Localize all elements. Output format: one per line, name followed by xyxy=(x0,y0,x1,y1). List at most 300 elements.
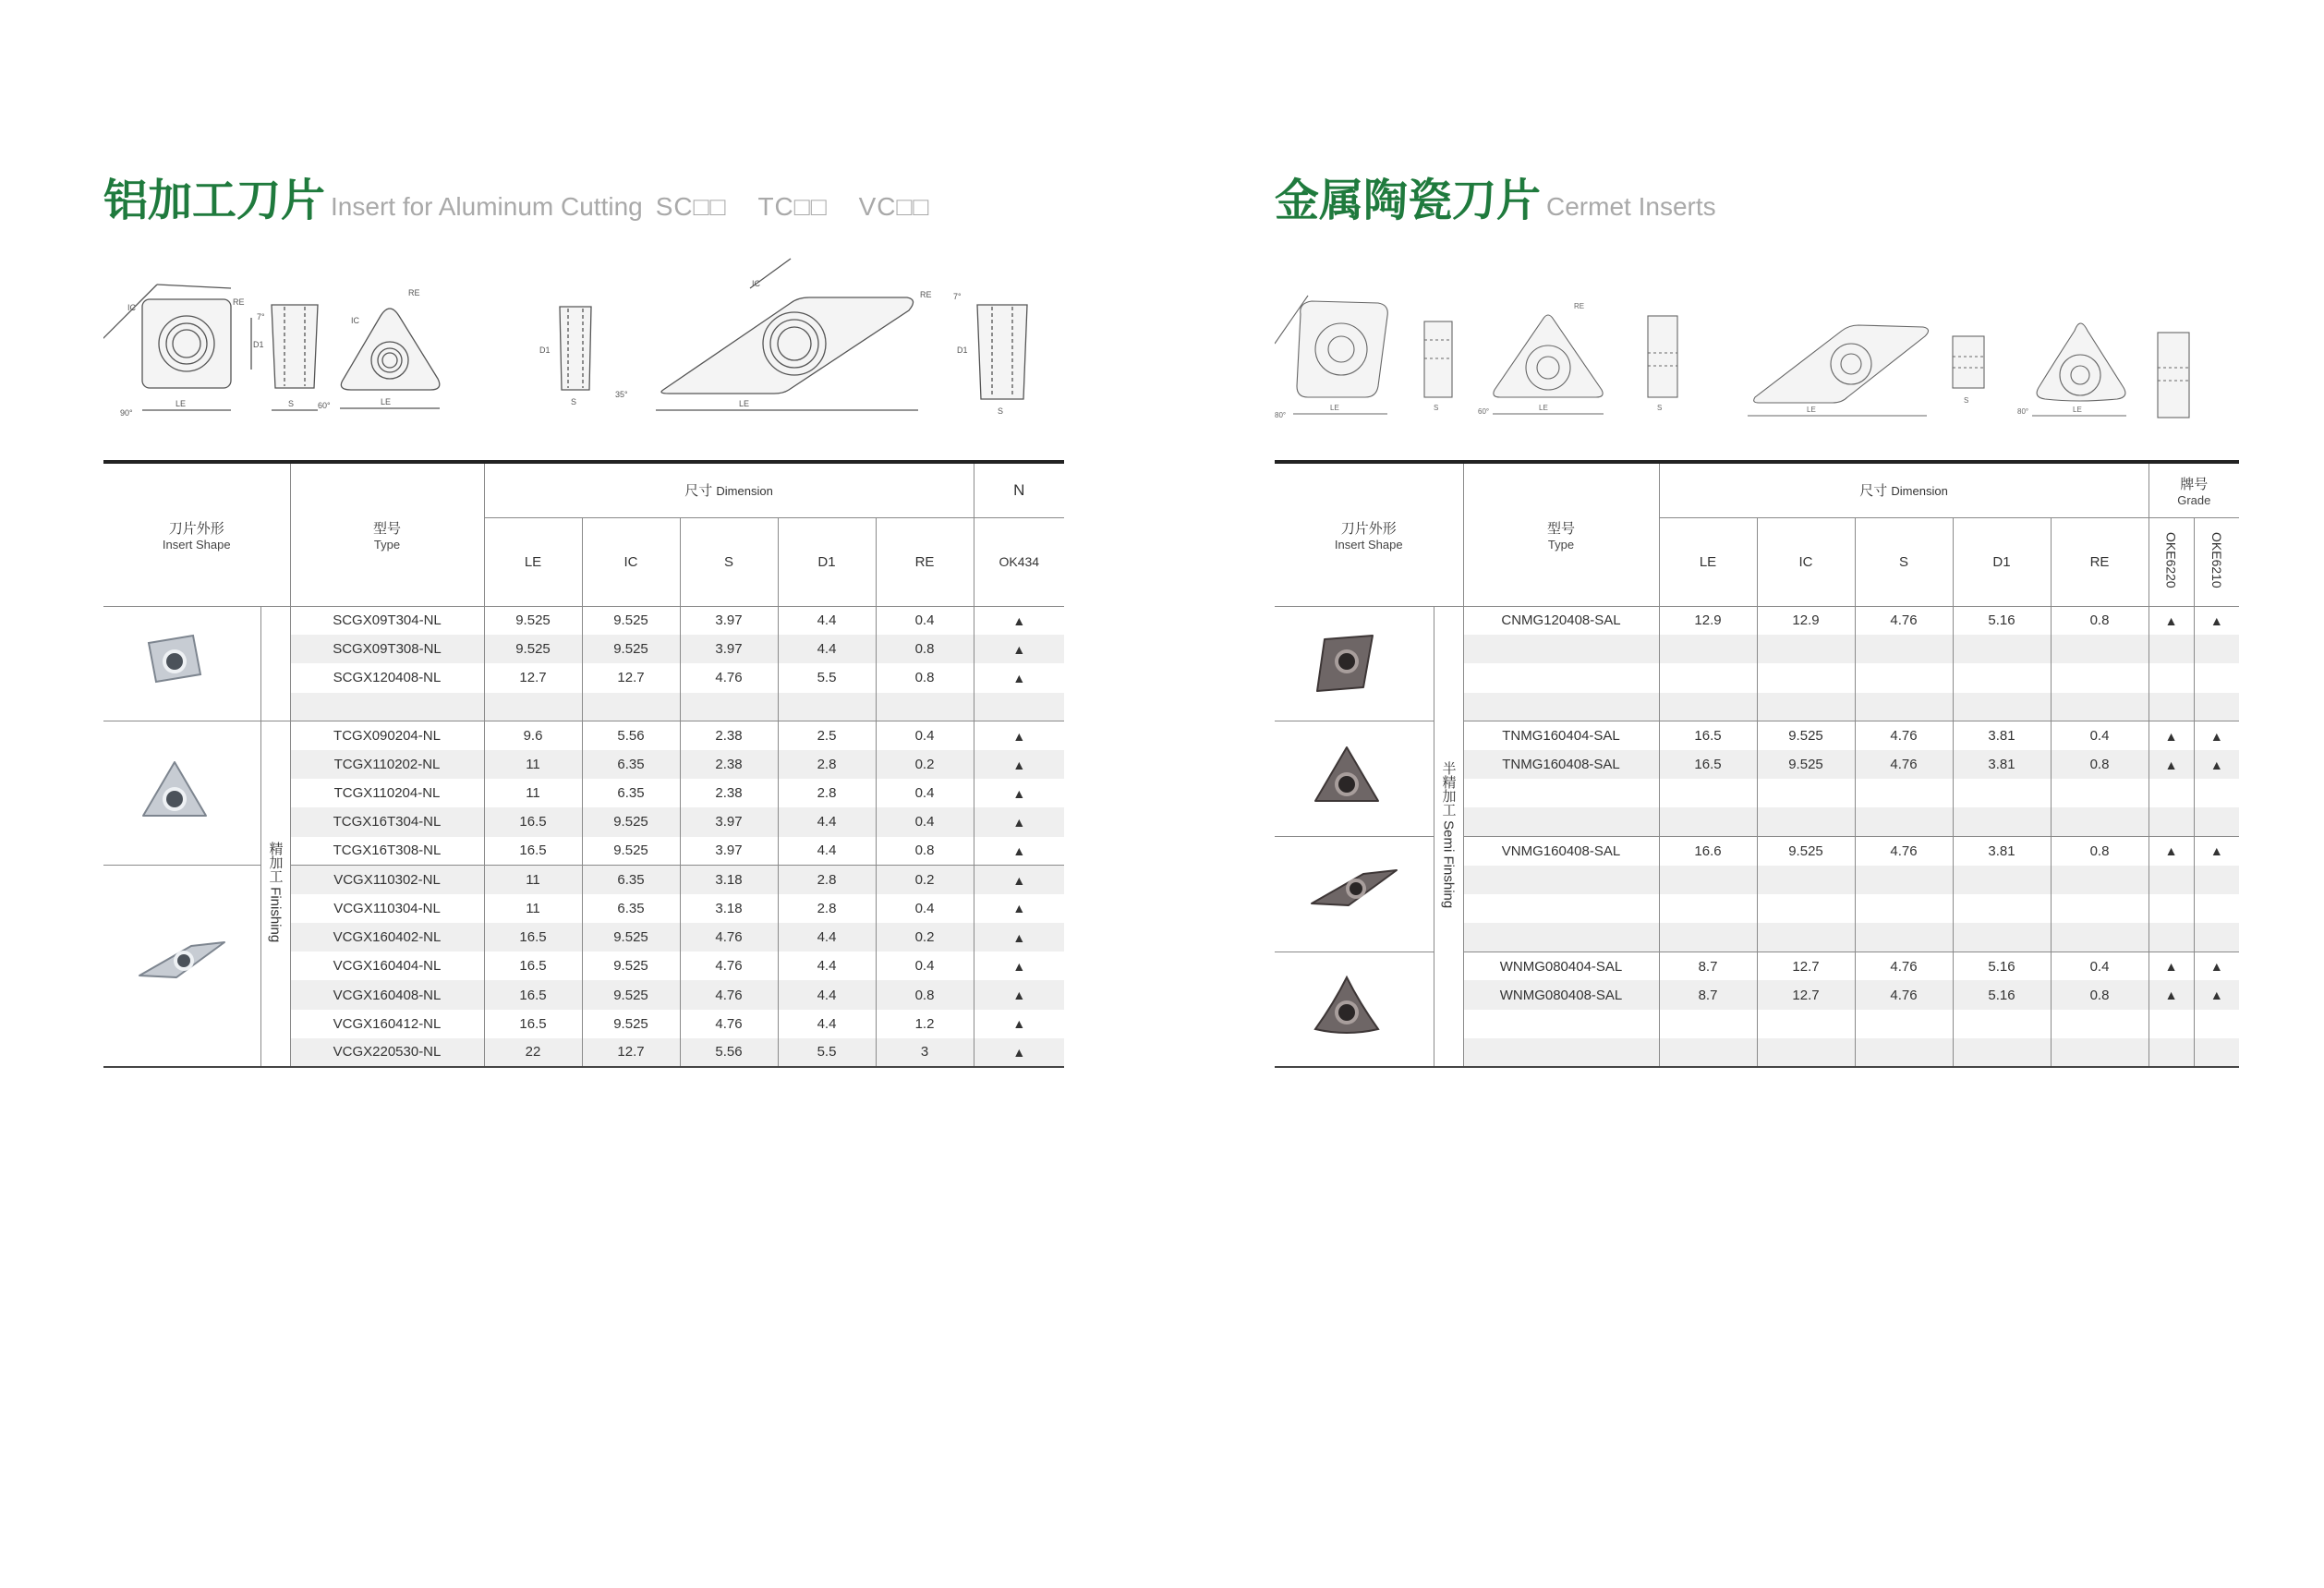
ic-cell xyxy=(1757,635,1855,663)
grade-1-mark xyxy=(2148,693,2194,721)
d1-cell xyxy=(1953,923,2051,952)
d1-label: D1 xyxy=(539,345,551,355)
grade-header xyxy=(2148,462,2239,517)
d1-cell xyxy=(778,693,876,721)
grade-2-mark: ▲ xyxy=(2194,980,2239,1009)
re-cell xyxy=(2051,1010,2148,1038)
process-text: 半精加工 Semi Finshing xyxy=(1440,760,1457,908)
le-cell xyxy=(1659,923,1757,952)
header-label: 型号 xyxy=(372,520,401,537)
le-cell: 11 xyxy=(484,750,582,779)
d1-cell: 4.4 xyxy=(778,952,876,980)
s-cell xyxy=(1855,693,1953,721)
grade-2-mark xyxy=(2194,635,2239,663)
type-cell xyxy=(1463,866,1659,894)
ic-cell: 6.35 xyxy=(582,779,680,807)
grade-2-mark xyxy=(2194,1038,2239,1067)
re-cell: 0.4 xyxy=(876,807,974,836)
shape-header xyxy=(1275,462,1463,606)
d1-cell xyxy=(1953,866,2051,894)
col-s: S xyxy=(680,517,778,606)
angle-label: 7° xyxy=(953,292,962,301)
d1-cell: 2.8 xyxy=(778,866,876,894)
re-cell: 0.8 xyxy=(2051,837,2148,866)
re-cell: 0.8 xyxy=(2051,980,2148,1009)
type-cell: TCGX16T308-NL xyxy=(290,837,484,866)
grade-2-mark xyxy=(2194,779,2239,807)
table-row xyxy=(103,606,1064,635)
col-le: LE xyxy=(484,517,582,606)
grade-1-mark xyxy=(2148,635,2194,663)
section-title xyxy=(1275,164,1716,228)
ic-cell: 12.7 xyxy=(582,1038,680,1067)
table-body xyxy=(103,606,1064,1067)
triangle-insert-drawing xyxy=(318,288,591,410)
le-cell: 12.9 xyxy=(1659,606,1757,635)
dimension-header xyxy=(1659,462,2148,517)
d1-cell xyxy=(1953,1010,2051,1038)
d1-cell xyxy=(1953,663,2051,692)
type-cell xyxy=(1463,894,1659,923)
d1-cell xyxy=(1953,807,2051,836)
re-cell: 0.2 xyxy=(876,750,974,779)
ic-cell: 12.9 xyxy=(1757,606,1855,635)
grade-2-mark xyxy=(2194,693,2239,721)
process-label xyxy=(1434,606,1463,1067)
cnmg-insert-image xyxy=(1275,606,1434,721)
ic-cell xyxy=(1757,807,1855,836)
type-cell: VCGX160404-NL xyxy=(290,952,484,980)
s-label: S xyxy=(998,406,1004,416)
title-english: Insert for Aluminum Cutting xyxy=(331,192,643,221)
triangle-80-drawing xyxy=(1478,302,1677,416)
ic-cell: 9.525 xyxy=(582,952,680,980)
availability-mark: ▲ xyxy=(974,606,1064,635)
re-label: RE xyxy=(233,297,245,307)
s-cell: 4.76 xyxy=(1855,837,1953,866)
re-cell xyxy=(2051,1038,2148,1067)
re-cell: 0.4 xyxy=(876,606,974,635)
d1-cell: 2.5 xyxy=(778,721,876,750)
ic-cell: 6.35 xyxy=(582,750,680,779)
availability-mark: ▲ xyxy=(974,779,1064,807)
availability-mark xyxy=(974,693,1064,721)
s-cell: 4.76 xyxy=(680,1010,778,1038)
re-cell: 0.8 xyxy=(2051,750,2148,779)
trigon-80-drawing xyxy=(2017,323,2189,418)
grade-1-mark xyxy=(2148,1010,2194,1038)
s-cell xyxy=(1855,779,1953,807)
header-label: 刀片外形 xyxy=(1340,520,1397,537)
d1-cell: 2.8 xyxy=(778,779,876,807)
ic-cell xyxy=(1757,923,1855,952)
ic-cell: 9.525 xyxy=(582,837,680,866)
ic-cell: 9.525 xyxy=(582,980,680,1009)
re-label: RE xyxy=(920,290,932,299)
type-cell xyxy=(1463,923,1659,952)
re-cell: 0.8 xyxy=(876,635,974,663)
availability-mark: ▲ xyxy=(974,663,1064,692)
rhombic-80-drawing xyxy=(1275,296,1452,419)
s-label: S xyxy=(288,399,295,408)
col-grade: OK434 xyxy=(974,517,1064,606)
le-cell xyxy=(1659,1038,1757,1067)
type-cell: TNMG160408-SAL xyxy=(1463,750,1659,779)
re-cell: 0.2 xyxy=(876,923,974,952)
table-row xyxy=(1275,952,2239,980)
ic-cell: 9.525 xyxy=(582,923,680,952)
type-header xyxy=(1463,462,1659,606)
le-cell xyxy=(1659,1010,1757,1038)
rhombic-insert-drawing xyxy=(615,259,1027,416)
type-cell xyxy=(1463,635,1659,663)
le-cell: 8.7 xyxy=(1659,952,1757,980)
re-label: RE xyxy=(408,288,420,297)
type-cell: TCGX110202-NL xyxy=(290,750,484,779)
ic-cell: 12.7 xyxy=(1757,980,1855,1009)
type-cell xyxy=(1463,807,1659,836)
grade-2-mark xyxy=(2194,663,2239,692)
grade-2-mark: ▲ xyxy=(2194,750,2239,779)
d1-cell: 4.4 xyxy=(778,635,876,663)
type-cell xyxy=(1463,1038,1659,1067)
d1-cell: 5.5 xyxy=(778,1038,876,1067)
rhombic-35-drawing xyxy=(1748,325,1984,416)
rhombic-insert-image xyxy=(103,866,260,1067)
le-cell: 16.6 xyxy=(1659,837,1757,866)
d1-cell: 5.16 xyxy=(1953,952,2051,980)
re-cell: 0.4 xyxy=(876,721,974,750)
grade-1-mark: ▲ xyxy=(2148,952,2194,980)
type-cell: VCGX160412-NL xyxy=(290,1010,484,1038)
le-cell: 16.5 xyxy=(484,980,582,1009)
d1-cell: 3.81 xyxy=(1953,721,2051,750)
ic-cell: 9.525 xyxy=(582,635,680,663)
grade-1-mark xyxy=(2148,894,2194,923)
ic-cell: 9.525 xyxy=(1757,837,1855,866)
header-sub: Dimension xyxy=(1891,484,1948,499)
re-cell: 1.2 xyxy=(876,1010,974,1038)
le-cell: 9.6 xyxy=(484,721,582,750)
le-cell xyxy=(1659,693,1757,721)
s-cell xyxy=(1855,635,1953,663)
s-cell xyxy=(1855,1010,1953,1038)
s-cell: 4.76 xyxy=(680,952,778,980)
le-cell xyxy=(1659,779,1757,807)
availability-mark: ▲ xyxy=(974,635,1064,663)
type-cell: VNMG160408-SAL xyxy=(1463,837,1659,866)
type-cell: VCGX220530-NL xyxy=(290,1038,484,1067)
col-ic: IC xyxy=(582,517,680,606)
grade-group-header: N xyxy=(974,462,1064,517)
le-cell: 16.5 xyxy=(484,837,582,866)
vnmg-insert-image xyxy=(1275,837,1434,952)
availability-mark: ▲ xyxy=(974,750,1064,779)
s-cell: 3.18 xyxy=(680,894,778,923)
grade-1-mark xyxy=(2148,866,2194,894)
ic-cell xyxy=(1757,779,1855,807)
grade-1-mark: ▲ xyxy=(2148,606,2194,635)
table-row xyxy=(103,866,1064,894)
type-cell: TNMG160404-SAL xyxy=(1463,721,1659,750)
angle-label: 90° xyxy=(120,408,133,418)
le-cell: 16.5 xyxy=(484,807,582,836)
le-label: LE xyxy=(1807,406,1816,414)
grade-label: OKE6210 xyxy=(2209,531,2224,588)
ic-cell xyxy=(1757,1038,1855,1067)
le-cell: 16.5 xyxy=(484,1010,582,1038)
re-cell xyxy=(2051,923,2148,952)
availability-mark: ▲ xyxy=(974,894,1064,923)
grade-1-mark xyxy=(2148,663,2194,692)
ic-cell xyxy=(1757,663,1855,692)
header-sub: Type xyxy=(373,537,401,552)
process-blank xyxy=(260,606,290,721)
d1-cell: 3.81 xyxy=(1953,837,2051,866)
s-cell: 4.76 xyxy=(680,663,778,692)
cermet-inserts-table xyxy=(1275,460,2239,1068)
re-cell: 0.8 xyxy=(876,980,974,1009)
s-label: S xyxy=(571,397,577,406)
table-row xyxy=(1275,606,2239,635)
s-cell: 4.76 xyxy=(680,923,778,952)
ic-cell: 9.525 xyxy=(582,1010,680,1038)
s-cell xyxy=(1855,807,1953,836)
re-cell: 0.8 xyxy=(2051,606,2148,635)
ic-cell xyxy=(1757,866,1855,894)
type-cell: WNMG080408-SAL xyxy=(1463,980,1659,1009)
angle-label: 80° xyxy=(1275,411,1287,419)
type-cell: SCGX120408-NL xyxy=(290,663,484,692)
grade-2-mark xyxy=(2194,1010,2239,1038)
grade-2-mark: ▲ xyxy=(2194,952,2239,980)
process-text: 精加工 Finishing xyxy=(267,842,284,943)
grade-1-mark: ▲ xyxy=(2148,837,2194,866)
tnmg-insert-image xyxy=(1275,721,1434,837)
le-cell xyxy=(1659,635,1757,663)
title-chinese: 金属陶瓷刀片 xyxy=(1275,175,1542,226)
type-cell: TCGX16T304-NL xyxy=(290,807,484,836)
title-chinese: 铝加工刀片 xyxy=(103,175,326,226)
d1-label: D1 xyxy=(957,345,968,355)
re-label: RE xyxy=(1574,302,1585,310)
s-cell xyxy=(1855,866,1953,894)
availability-mark: ▲ xyxy=(974,837,1064,866)
re-cell: 0.4 xyxy=(876,952,974,980)
ic-cell: 12.7 xyxy=(582,663,680,692)
grade-2-mark xyxy=(2194,923,2239,952)
le-cell: 11 xyxy=(484,866,582,894)
le-cell: 9.525 xyxy=(484,635,582,663)
le-label: LE xyxy=(176,399,187,408)
ic-cell: 9.525 xyxy=(582,807,680,836)
type-cell: CNMG120408-SAL xyxy=(1463,606,1659,635)
d1-cell: 4.4 xyxy=(778,1010,876,1038)
ic-label: IC xyxy=(127,303,136,312)
le-cell xyxy=(1659,866,1757,894)
header-label: 牌号 xyxy=(2180,476,2209,492)
d1-cell xyxy=(1953,693,2051,721)
type-cell: VCGX110302-NL xyxy=(290,866,484,894)
type-cell: SCGX09T304-NL xyxy=(290,606,484,635)
le-cell: 16.5 xyxy=(484,952,582,980)
header-sub: Insert Shape xyxy=(162,537,231,552)
section-title xyxy=(103,164,961,228)
ic-cell xyxy=(1757,693,1855,721)
shape-header xyxy=(103,462,290,606)
grade-1-mark xyxy=(2148,807,2194,836)
col-ic: IC xyxy=(1757,517,1855,606)
re-cell: 0.8 xyxy=(876,837,974,866)
s-cell: 2.38 xyxy=(680,721,778,750)
type-cell: TCGX110204-NL xyxy=(290,779,484,807)
availability-mark: ▲ xyxy=(974,721,1064,750)
grade-1-mark xyxy=(2148,923,2194,952)
availability-mark: ▲ xyxy=(974,952,1064,980)
availability-mark: ▲ xyxy=(974,1010,1064,1038)
table-row xyxy=(103,721,1064,750)
availability-mark: ▲ xyxy=(974,866,1064,894)
table-row xyxy=(1275,721,2239,750)
d1-cell xyxy=(1953,635,2051,663)
ic-cell: 9.525 xyxy=(1757,750,1855,779)
col-grade-1 xyxy=(2148,517,2194,606)
s-cell: 3.97 xyxy=(680,635,778,663)
s-cell: 3.18 xyxy=(680,866,778,894)
table-body xyxy=(1275,606,2239,1067)
d1-cell: 5.16 xyxy=(1953,980,2051,1009)
availability-mark: ▲ xyxy=(974,1038,1064,1067)
d1-cell: 5.5 xyxy=(778,663,876,692)
d1-cell xyxy=(1953,779,2051,807)
d1-cell: 2.8 xyxy=(778,894,876,923)
re-cell: 0.8 xyxy=(876,663,974,692)
col-re: RE xyxy=(876,517,974,606)
angle-label: 60° xyxy=(318,401,331,410)
type-cell xyxy=(1463,663,1659,692)
ic-cell: 6.35 xyxy=(582,866,680,894)
col-le: LE xyxy=(1659,517,1757,606)
square-insert-image xyxy=(103,606,260,721)
le-cell: 16.5 xyxy=(1659,750,1757,779)
re-cell: 0.4 xyxy=(876,894,974,923)
ic-cell xyxy=(1757,1010,1855,1038)
s-cell xyxy=(1855,663,1953,692)
s-cell: 4.76 xyxy=(1855,952,1953,980)
header-sub: Dimension xyxy=(716,484,773,499)
le-cell: 12.7 xyxy=(484,663,582,692)
le-cell: 16.5 xyxy=(484,923,582,952)
header-sub: Insert Shape xyxy=(1334,537,1403,552)
re-cell xyxy=(2051,779,2148,807)
re-cell xyxy=(2051,807,2148,836)
type-header xyxy=(290,462,484,606)
s-cell xyxy=(1855,923,1953,952)
header-label: 型号 xyxy=(1546,520,1575,537)
aluminum-inserts-table xyxy=(103,460,1064,1068)
col-d1: D1 xyxy=(778,517,876,606)
d1-cell: 2.8 xyxy=(778,750,876,779)
grade-2-mark: ▲ xyxy=(2194,606,2239,635)
ic-cell xyxy=(582,693,680,721)
s-cell xyxy=(680,693,778,721)
re-cell: 0.4 xyxy=(876,779,974,807)
s-cell: 5.56 xyxy=(680,1038,778,1067)
grade-1-mark: ▲ xyxy=(2148,980,2194,1009)
ic-cell: 6.35 xyxy=(582,894,680,923)
le-label: LE xyxy=(739,399,750,408)
series-code: TC□□ xyxy=(757,192,828,221)
technical-drawings xyxy=(103,251,1064,436)
s-cell xyxy=(1855,894,1953,923)
ic-cell: 12.7 xyxy=(1757,952,1855,980)
ic-cell: 9.525 xyxy=(1757,721,1855,750)
angle-label: 7° xyxy=(257,312,265,321)
type-cell xyxy=(1463,779,1659,807)
s-cell: 4.76 xyxy=(1855,750,1953,779)
d1-cell xyxy=(1953,894,2051,923)
s-cell xyxy=(1855,1038,1953,1067)
le-cell xyxy=(484,693,582,721)
title-english: Cermet Inserts xyxy=(1546,192,1716,221)
d1-cell: 4.4 xyxy=(778,980,876,1009)
le-cell: 9.525 xyxy=(484,606,582,635)
process-label xyxy=(260,721,290,1067)
le-label: LE xyxy=(1539,404,1548,412)
re-cell: 3 xyxy=(876,1038,974,1067)
type-cell xyxy=(1463,1010,1659,1038)
availability-mark: ▲ xyxy=(974,923,1064,952)
re-cell xyxy=(2051,894,2148,923)
le-label: LE xyxy=(2073,406,2082,414)
le-cell: 8.7 xyxy=(1659,980,1757,1009)
le-label: LE xyxy=(1330,404,1339,412)
d1-cell: 4.4 xyxy=(778,606,876,635)
col-grade-2 xyxy=(2194,517,2239,606)
re-cell xyxy=(2051,635,2148,663)
header-label: 刀片外形 xyxy=(168,520,224,537)
s-label: S xyxy=(1657,404,1663,412)
type-cell xyxy=(1463,693,1659,721)
dimension-header xyxy=(484,462,974,517)
re-cell xyxy=(2051,866,2148,894)
s-cell: 4.76 xyxy=(1855,606,1953,635)
grade-2-mark xyxy=(2194,866,2239,894)
grade-1-mark xyxy=(2148,779,2194,807)
type-cell: SCGX09T308-NL xyxy=(290,635,484,663)
col-re: RE xyxy=(2051,517,2148,606)
s-label: S xyxy=(1964,396,1969,405)
header-sub: Grade xyxy=(2177,492,2211,507)
header-label: 尺寸 xyxy=(684,483,713,500)
col-s: S xyxy=(1855,517,1953,606)
s-cell: 4.76 xyxy=(1855,721,1953,750)
le-cell: 11 xyxy=(484,779,582,807)
ic-cell xyxy=(1757,894,1855,923)
triangle-insert-image xyxy=(103,721,260,866)
s-cell: 3.97 xyxy=(680,837,778,866)
d1-label: D1 xyxy=(253,340,264,349)
grade-2-mark xyxy=(2194,894,2239,923)
le-cell xyxy=(1659,807,1757,836)
re-cell: 0.4 xyxy=(2051,952,2148,980)
type-cell xyxy=(290,693,484,721)
angle-label: 60° xyxy=(1478,407,1490,416)
re-cell xyxy=(876,693,974,721)
grade-2-mark xyxy=(2194,807,2239,836)
header-label: 尺寸 xyxy=(1859,483,1888,500)
ic-label: IC xyxy=(351,316,359,325)
